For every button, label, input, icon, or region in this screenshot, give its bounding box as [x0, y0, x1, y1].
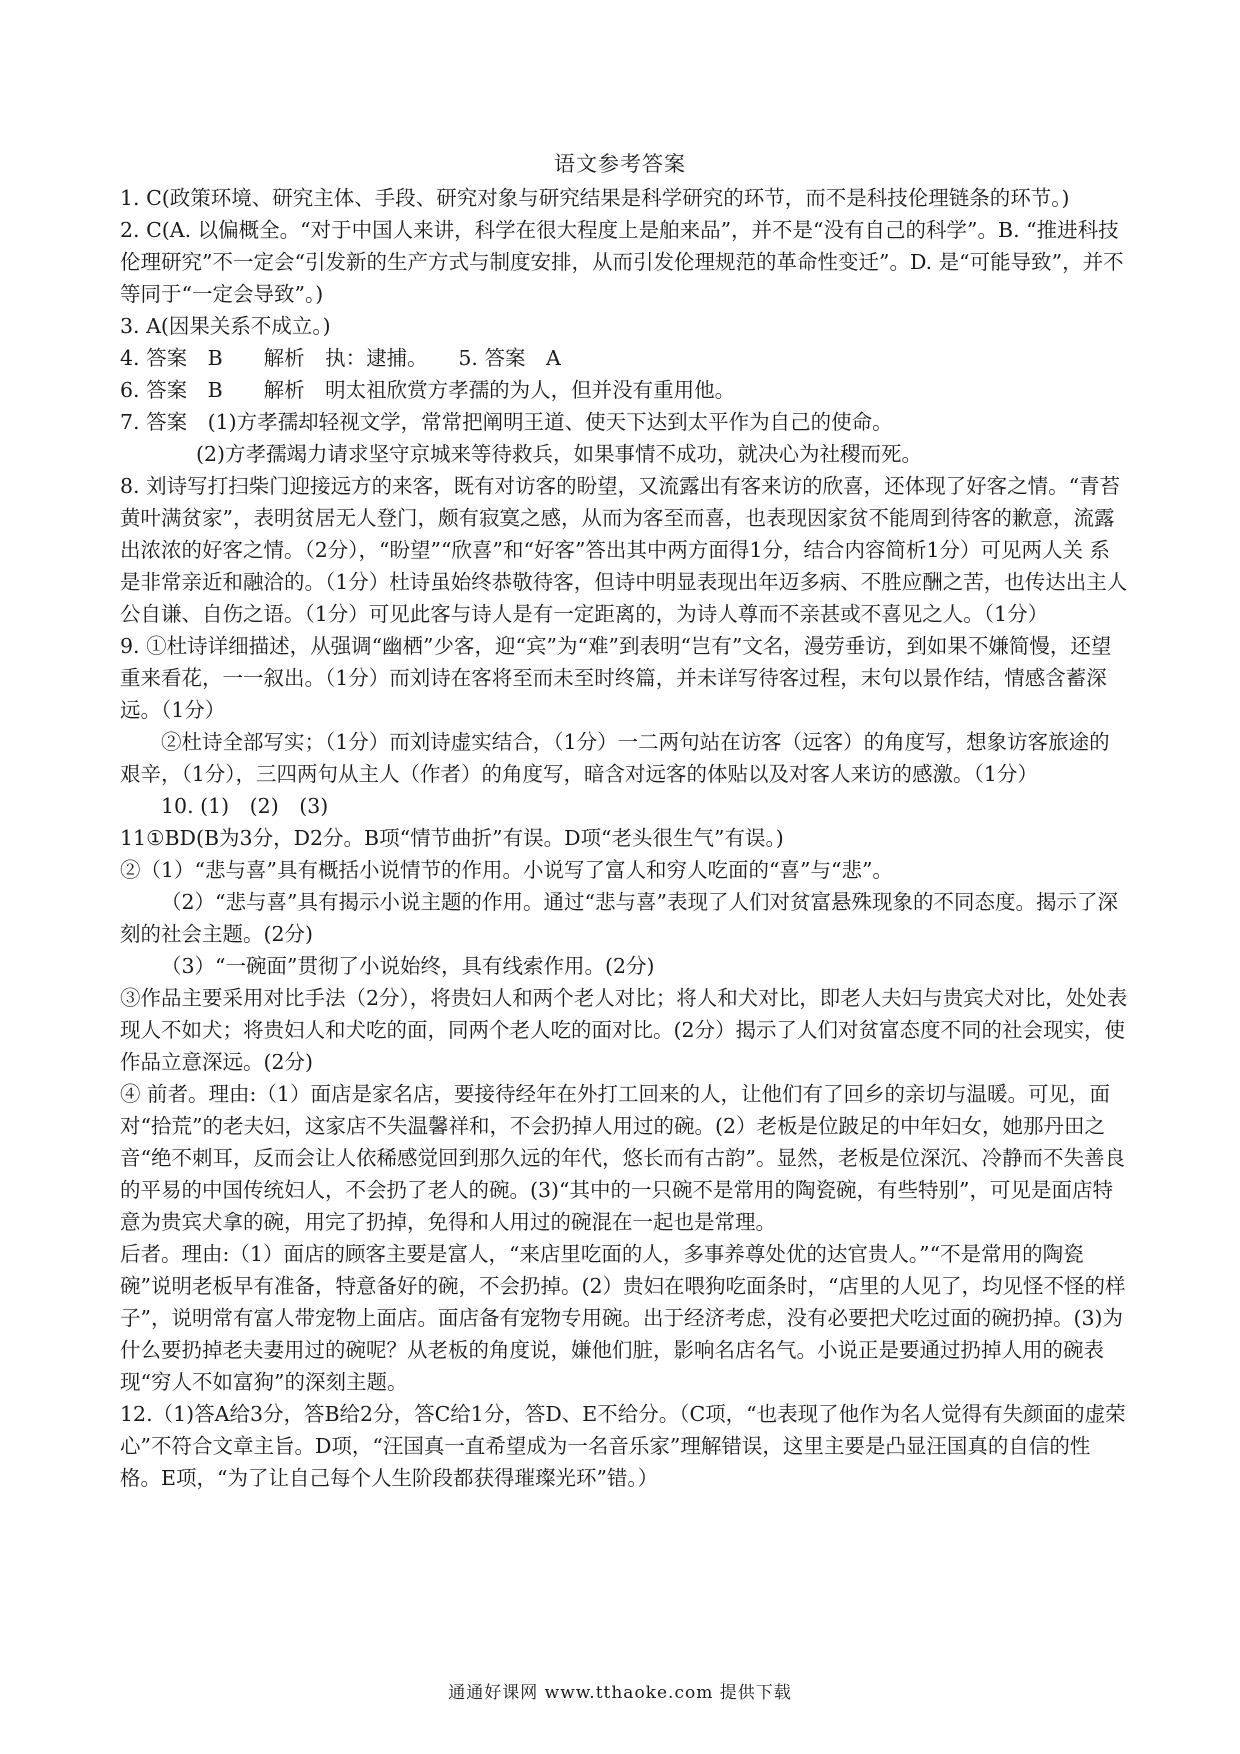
answer-8: 8. 刘诗写打扫柴门迎接远方的来客，既有对访客的盼望，又流露出有客来访的欣喜，还体现了好客之情。“青苔黄叶满贫家”，表明贫居无人登门，颇有寂寞之感，从而为客至而喜，也表现因家贫不能周到待客的歉意，流露出浓浓的好客之情。（2分），“盼望”“欣喜”和“好客”答出其中两方面得1分，结合内容简析1分）可见两人关 系是非常亲近和融洽的。（1分）杜诗虽始终恭敬待客，但诗中明显表现出年迈多病、不胜应酬之苦，也传达出主人公自谦、自伤之语。（1分）可见此客与诗人是有一定距离的，为诗人尊而不亲甚或不喜见之人。（1分） — [120, 474, 1128, 626]
answer-body — [120, 182, 1130, 1494]
answer-7-2: (2)方孝孺竭力请求坚守京城来等待救兵，如果事情不成功，就决心为社稷而死。 — [196, 442, 923, 466]
answer-11-4a: ④ 前者。理由:（1）面店是家名店，要接待经年在外打工回来的人，让他们有了回乡的亲切与温暖。可见，面对“拾荒”的老夫妇，这家店不失温馨祥和，不会扔掉人用过的碗。(2）老板是位跛足的中年妇女，她那丹田之音“绝不刺耳，反而会让人依稀感觉回到那久远的年代，悠长而有古韵”。显然，老板是位深沉、冷静而不失善良的平易的中国传统妇人，不会扔了老人的碗。(3)“其中的一只碗不是常用的陶瓷碗，有些特别”，可见是面店特意为贵宾犬拿的碗，用完了扔掉，免得和人用过的碗混在一起也是常理。 — [120, 1082, 1125, 1234]
answer-9-1: 9. ①杜诗详细描述，从强调“幽栖”少客，迎“宾”为“难”到表明“岂有”文名，漫劳垂访，到如果不嫌简慢，还望重来看花，一一叙出。（1分）而刘诗在客将至而未至时终篇，并未详写待客过程，末句以景作结，情感含蓄深远。（1分） — [120, 634, 1112, 722]
answer-9-2: ②杜诗全部写实；（1分）而刘诗虚实结合，（1分）一二两句站在访客（远客）的角度写，想象访客旅途的艰辛，（1分），三四两句从主人（作者）的角度写，暗含对远客的体贴以及对客人来访的感激。（1分） — [120, 730, 1110, 786]
answer-11-2b: （2）“悲与喜”具有揭示小说主题的作用。通过“悲与喜”表现了人们对贫富悬殊现象的不同态度。揭示了深刻的社会主题。(2分) — [120, 890, 1118, 946]
answer-4-5: 4. 答案 B 解析 执：逮捕。 5. 答案 A — [120, 346, 561, 370]
answer-11-2c: （3）“一碗面”贯彻了小说始终，具有线索作用。(2分) — [161, 954, 655, 978]
answer-11-1: 11①BD(B为3分，D2分。B项“情节曲折”有误。D项“老头很生气”有误。) — [120, 826, 784, 850]
answer-6: 6. 答案 B 解析 明太祖欣赏方孝孺的为人，但并没有重用他。 — [120, 378, 736, 402]
answer-3: 3. A(因果关系不成立。) — [120, 314, 331, 338]
answer-7-1: 7. 答案 (1)方孝孺却轻视文学，常常把阐明王道、使天下达到太平作为自己的使命。 — [120, 410, 893, 434]
answer-1: 1. C(政策环境、研究主体、手段、研究对象与研究结果是科学研究的环节，而不是科技伦理链条的环节。) — [120, 186, 1070, 210]
answer-11-4b: 后者。理由:（1）面店的顾客主要是富人，“来店里吃面的人，多事养尊处优的达官贵人。”“不是常用的陶瓷碗”说明老板早有准备，特意备好的碗，不会扔掉。(2）贵妇在喂狗吃面条时，“店里的人见了，均见怪不怪的样子”，说明常有富人带宠物上面店。面店备有宠物专用碗。出于经济考虑，没有必要把犬吃过面的碗扔掉。(3)为什么要扔掉老夫妻用过的碗呢？从老板的角度说，嫌他们脏，影响名店名气。小说正是要通过扔掉人用的碗表现“穷人不如富狗”的深刻主题。 — [120, 1242, 1126, 1394]
footer-source: 通通好课网 www.tthaoke.com 提供下载 — [448, 1683, 792, 1703]
answer-10: 10. (1) (2) (3) — [161, 794, 329, 818]
page-title: 语文参考答案 — [554, 152, 686, 176]
answer-12: 12.（1)答A给3分，答B给2分，答C给1分，答D、E不给分。（C项，“也表现了他作为名人觉得有失颜面的虚荣心”不符合文章主旨。D项，“汪国真一直希望成为一名音乐家”理解错误，这里主要是凸显汪国真的自信的性格。E项，“为了让自己每个人生阶段都获得璀璨光环”错。） — [120, 1402, 1126, 1490]
answer-11-3: ③作品主要采用对比手法（2分），将贵妇人和两个老人对比；将人和犬对比，即老人夫妇与贵宾犬对比，处处表现人不如犬；将贵妇人和犬吃的面，同两个老人吃的面对比。(2分）揭示了人们对贫富态度不同的社会现实，使作品立意深远。(2分) — [120, 986, 1128, 1074]
answer-2: 2. C(A. 以偏概全。“对于中国人来讲，科学在很大程度上是舶来品”，并不是“没有自己的科学”。B. “推进科技伦理研究”不一定会“引发新的生产方式与制度安排，从而引发伦理规范的革命性变迁”。D. 是“可能导致”，并不等同于“一定会导致”。) — [120, 218, 1124, 306]
answer-11-2a: ②（1）“悲与喜”具有概括小说情节的作用。小说写了富人和穷人吃面的“喜”与“悲”。 — [120, 858, 893, 882]
